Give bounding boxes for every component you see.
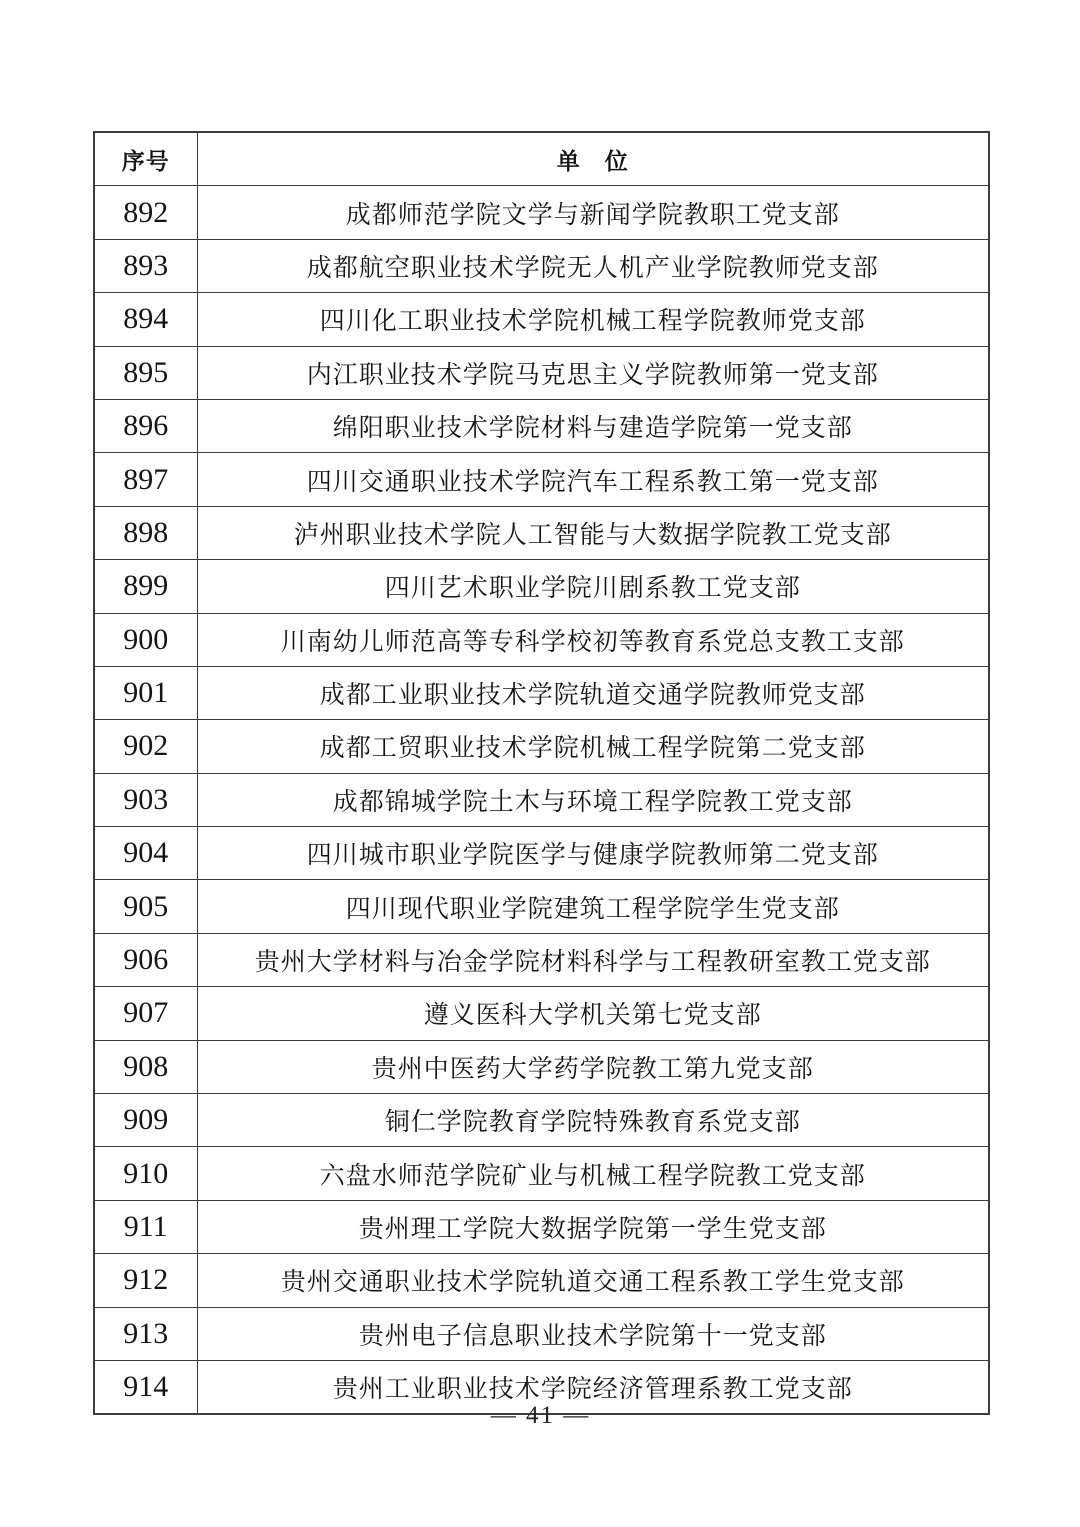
serial-number-cell: 909 <box>94 1094 197 1147</box>
unit-name-cell: 成都师范学院文学与新闻学院教职工党支部 <box>197 186 989 239</box>
header-serial-number: 序号 <box>94 132 197 186</box>
table-row <box>94 987 989 1040</box>
unit-name-cell: 贵州交通职业技术学院轨道交通工程系教工学生党支部 <box>197 1254 989 1307</box>
table-row <box>94 720 989 773</box>
serial-number-cell: 892 <box>94 186 197 239</box>
serial-number-cell: 911 <box>94 1200 197 1253</box>
table-row <box>94 1094 989 1147</box>
page-number-text: — 41 — <box>490 1402 591 1429</box>
serial-number-cell: 893 <box>94 239 197 292</box>
serial-number-cell: 912 <box>94 1254 197 1307</box>
table-row <box>94 1200 989 1253</box>
table-row <box>94 666 989 719</box>
table-row <box>94 613 989 666</box>
unit-name-cell: 贵州理工学院大数据学院第一学生党支部 <box>197 1200 989 1253</box>
table-row <box>94 239 989 292</box>
unit-name-cell: 成都工业职业技术学院轨道交通学院教师党支部 <box>197 666 989 719</box>
unit-name-cell: 四川艺术职业学院川剧系教工党支部 <box>197 560 989 613</box>
unit-name-cell: 贵州工业职业技术学院经济管理系教工党支部 <box>197 1360 989 1414</box>
serial-number-cell: 897 <box>94 453 197 506</box>
table-row <box>94 560 989 613</box>
unit-name-cell: 贵州大学材料与冶金学院材料科学与工程教研室教工党支部 <box>197 933 989 986</box>
table-header-row <box>94 132 989 186</box>
unit-name-cell: 贵州电子信息职业技术学院第十一党支部 <box>197 1307 989 1360</box>
serial-number-cell: 896 <box>94 399 197 452</box>
table-row <box>94 827 989 880</box>
unit-name-cell: 川南幼儿师范高等专科学校初等教育系党总支教工支部 <box>197 613 989 666</box>
serial-number-cell: 900 <box>94 613 197 666</box>
unit-name-cell: 成都航空职业技术学院无人机产业学院教师党支部 <box>197 239 989 292</box>
serial-number-cell: 904 <box>94 827 197 880</box>
table-row <box>94 186 989 239</box>
unit-name-cell: 贵州中医药大学药学院教工第九党支部 <box>197 1040 989 1093</box>
unit-name-cell: 成都工贸职业技术学院机械工程学院第二党支部 <box>197 720 989 773</box>
header-unit: 单 位 <box>197 132 989 186</box>
unit-name-cell: 绵阳职业技术学院材料与建造学院第一党支部 <box>197 399 989 452</box>
table-row <box>94 933 989 986</box>
table-row <box>94 1147 989 1200</box>
unit-name-cell: 遵义医科大学机关第七党支部 <box>197 987 989 1040</box>
table-body <box>94 186 989 1414</box>
unit-name-cell: 四川现代职业学院建筑工程学院学生党支部 <box>197 880 989 933</box>
serial-number-cell: 902 <box>94 720 197 773</box>
serial-number-cell: 894 <box>94 293 197 346</box>
serial-number-cell: 914 <box>94 1360 197 1414</box>
serial-number-cell: 895 <box>94 346 197 399</box>
table-row <box>94 506 989 559</box>
table-row <box>94 293 989 346</box>
unit-name-cell: 六盘水师范学院矿业与机械工程学院教工党支部 <box>197 1147 989 1200</box>
table-row <box>94 453 989 506</box>
serial-number-cell: 903 <box>94 773 197 826</box>
table-row <box>94 1254 989 1307</box>
unit-name-cell: 四川化工职业技术学院机械工程学院教师党支部 <box>197 293 989 346</box>
unit-name-cell: 成都锦城学院土木与环境工程学院教工党支部 <box>197 773 989 826</box>
serial-number-cell: 901 <box>94 666 197 719</box>
serial-number-cell: 908 <box>94 1040 197 1093</box>
table-row <box>94 1040 989 1093</box>
serial-number-cell: 907 <box>94 987 197 1040</box>
serial-number-cell: 906 <box>94 933 197 986</box>
serial-number-cell: 898 <box>94 506 197 559</box>
table-row <box>94 399 989 452</box>
serial-number-cell: 910 <box>94 1147 197 1200</box>
table-row <box>94 1307 989 1360</box>
serial-number-cell: 913 <box>94 1307 197 1360</box>
unit-name-cell: 四川城市职业学院医学与健康学院教师第二党支部 <box>197 827 989 880</box>
serial-number-cell: 905 <box>94 880 197 933</box>
table-row <box>94 880 989 933</box>
page-number <box>93 1402 988 1430</box>
unit-name-cell: 四川交通职业技术学院汽车工程系教工第一党支部 <box>197 453 989 506</box>
unit-name-cell: 内江职业技术学院马克思主义学院教师第一党支部 <box>197 346 989 399</box>
unit-roster-table <box>93 131 990 1415</box>
unit-name-cell: 泸州职业技术学院人工智能与大数据学院教工党支部 <box>197 506 989 559</box>
table-row <box>94 773 989 826</box>
serial-number-cell: 899 <box>94 560 197 613</box>
unit-name-cell: 铜仁学院教育学院特殊教育系党支部 <box>197 1094 989 1147</box>
table-row <box>94 346 989 399</box>
